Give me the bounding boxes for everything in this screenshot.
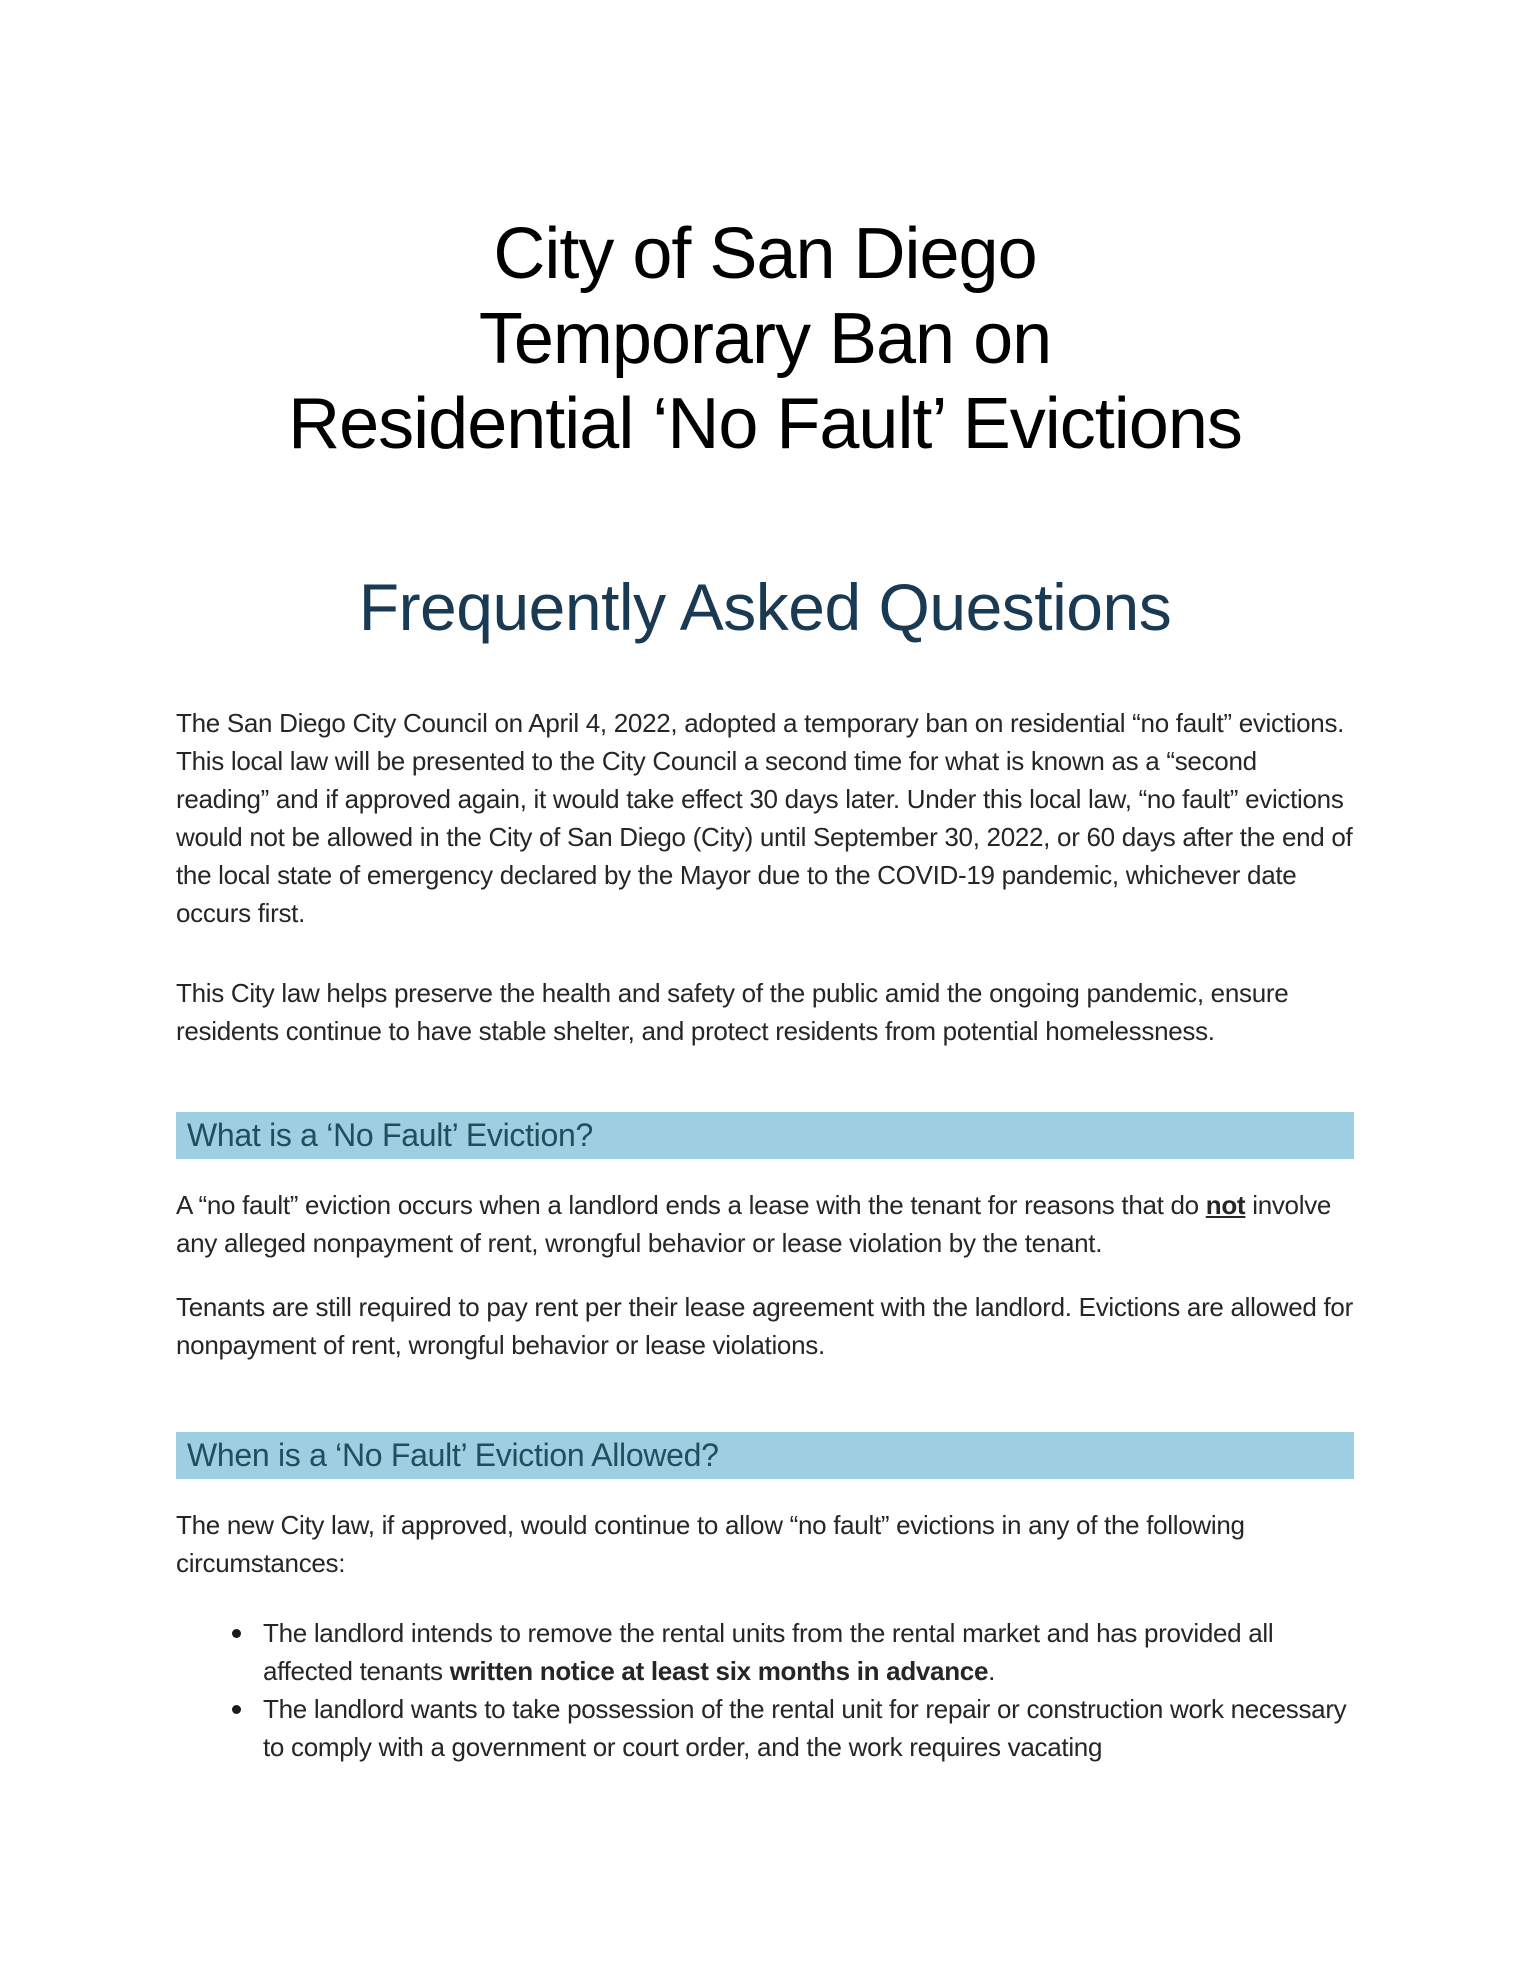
intro-paragraphs [176, 704, 1354, 1050]
document-title [176, 0, 1354, 467]
paragraph [176, 974, 1354, 1050]
text-segment: This City law helps preserve the health and safety of the public amid the ongoing pandemic, ensure residents continue to have stable shelter, and protect residents from potential homelessness. [176, 978, 1289, 1046]
text-segment: The San Diego City Council on April 4, 2022, adopted a temporary ban on residential “no fault” evictions. This local law will be presented to the City Council a second time for what is known as a “second reading” and if approved again, it would take effect 30 days later. Under this local law, “no fault” evictions would not be allowed in the City of San Diego (City) until September 30, 2022, or 60 days after the end of the local state of emergency declared by the Mayor due to the COVID-19 pandemic, whichever date occurs first. [176, 708, 1353, 928]
section-body-what-is [176, 1186, 1354, 1364]
section-body-when-allowed [176, 1506, 1354, 1582]
section-when-no-fault-eviction-allowed [176, 1432, 1354, 1766]
faq-heading: Frequently Asked Questions [358, 570, 1172, 644]
list-item [176, 1614, 1354, 1690]
text-segment: written notice at least six months in advance [449, 1656, 989, 1686]
section-header-when-allowed: When is a ‘No Fault’ Eviction Allowed? [176, 1432, 1354, 1479]
paragraph [176, 1186, 1354, 1262]
list-item [176, 1690, 1354, 1766]
section-header-what-is: What is a ‘No Fault’ Eviction? [176, 1112, 1354, 1159]
section-what-is-no-fault-eviction [176, 1112, 1354, 1364]
title-line-3: Residential ‘No Fault’ Evictions [288, 384, 1242, 464]
text-segment: . [988, 1656, 996, 1686]
bullet-icon [232, 1629, 241, 1638]
paragraph [176, 704, 1354, 932]
paragraph [176, 1288, 1354, 1364]
text-segment: involve any alleged nonpayment of rent, wrongful behavior or lease violation by the tenant. [176, 1190, 1332, 1258]
title-line-2: Temporary Ban on [478, 299, 1052, 379]
paragraph [176, 1506, 1354, 1582]
text-segment: The landlord wants to take possession of the rental unit for repair or construction work necessary to comply with a government or court order, and the work requires vacating [263, 1694, 1347, 1762]
text-segment: Tenants are still required to pay rent per their lease agreement with the landlord. Evictions are allowed for nonpayment of rent, wrongful behavior or lease violations. [176, 1292, 1353, 1360]
text-segment: A “no fault” eviction occurs when a landlord ends a lease with the tenant for reasons that do [176, 1190, 1206, 1220]
allowed-circumstances-list [176, 1614, 1354, 1766]
text-segment: The new City law, if approved, would continue to allow “no fault” evictions in any of the following circumstances: [176, 1510, 1245, 1578]
text-segment: The landlord intends to remove the rental units from the rental market and has provided all affected tenants [263, 1618, 1274, 1686]
text-segment: not [1205, 1190, 1246, 1220]
title-line-1: City of San Diego [493, 214, 1037, 294]
bullet-icon [232, 1705, 241, 1714]
